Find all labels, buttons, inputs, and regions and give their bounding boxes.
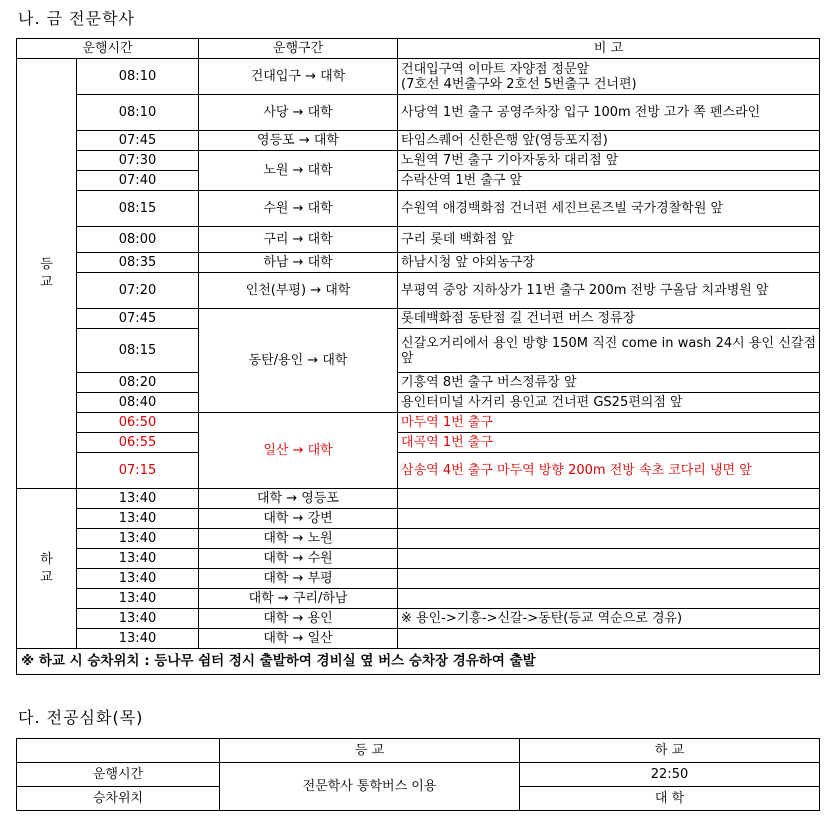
note-cell: 구리 롯데 백화점 앞: [398, 227, 820, 253]
route-cell: 대학 → 구리/하남: [199, 589, 398, 609]
header-time: 운행시간: [17, 39, 199, 59]
note-cell: 사당역 1번 출구 공영주차장 입구 100m 전방 고가 쪽 펜스라인: [398, 95, 820, 131]
row-label-place: 승차위치: [17, 787, 220, 811]
go-row: [17, 191, 820, 227]
note-cell: 롯데백화점 동탄점 길 건너편 버스 정류장: [398, 309, 820, 329]
time-cell: 08:15: [77, 191, 199, 227]
note-cell: ※ 용인->기흥->신갈->동탄(등교 역순으로 경유): [398, 609, 820, 629]
time-cell: 08:20: [77, 373, 199, 393]
corner-cell: [17, 739, 220, 763]
section-title-da: 다. 전공심화(목): [18, 708, 144, 727]
time-cell: 07:45: [77, 131, 199, 151]
note-cell: 노원역 7번 출구 기아자동차 대리점 앞: [398, 151, 820, 171]
back-row: [17, 569, 820, 589]
note-cell: 신갈오거리에서 용인 방향 150M 직진 come in wash 24시 용인 신갈점 앞: [398, 329, 820, 373]
time-cell: 08:15: [77, 329, 199, 373]
note-cell: [398, 489, 820, 509]
go-row: [17, 227, 820, 253]
time-cell: 08:35: [77, 253, 199, 273]
footnote: ※ 하교 시 승차위치 : 등나무 쉼터 정시 출발하여 경비실 옆 버스 승차장 경유하여 출발: [17, 649, 820, 675]
note-cell: 마두역 1번 출구: [398, 413, 820, 433]
back-row: [17, 609, 820, 629]
header-route: 운행구간: [199, 39, 398, 59]
go-row: [17, 253, 820, 273]
route-cell: 건대입구 → 대학: [199, 59, 398, 95]
go-row: [17, 393, 820, 413]
back-place: 대 학: [520, 787, 820, 811]
time-cell: 07:45: [77, 309, 199, 329]
time-cell: 13:40: [77, 509, 199, 529]
note-cell: [398, 549, 820, 569]
section-title-na: 나. 금 전문학사: [18, 9, 135, 28]
route-cell: 영등포 → 대학: [199, 131, 398, 151]
time-cell: 13:40: [77, 569, 199, 589]
group-go-label: 등 교: [17, 59, 77, 489]
time-cell: 08:10: [77, 59, 199, 95]
group-back-label: 하 교: [17, 489, 77, 649]
go-row: [17, 433, 820, 453]
note-cell: [398, 589, 820, 609]
note-cell: 용인터미널 사거리 용인교 건너편 GS25편의점 앞: [398, 393, 820, 413]
time-cell: 08:40: [77, 393, 199, 413]
route-cell: 사당 → 대학: [199, 95, 398, 131]
go-row: [17, 309, 820, 329]
route-cell: 하남 → 대학: [199, 253, 398, 273]
time-cell: 13:40: [77, 629, 199, 649]
time-cell: 07:30: [77, 151, 199, 171]
header-note: 비 고: [398, 39, 820, 59]
go-row: [17, 453, 820, 489]
note-cell: 부평역 중앙 지하상가 11번 출구 200m 전방 구올담 치과병원 앞: [398, 273, 820, 309]
route-cell: 노원 → 대학: [199, 151, 398, 191]
header-back: 하 교: [520, 739, 820, 763]
note-cell: 타임스퀘어 신한은행 앞(영등포지점): [398, 131, 820, 151]
time-cell: 13:40: [77, 529, 199, 549]
note-cell: 수원역 애경백화점 건너편 세진브론즈빌 국가경찰학원 앞: [398, 191, 820, 227]
back-row: [17, 549, 820, 569]
time-cell: 06:55: [77, 433, 199, 453]
time-cell: 07:20: [77, 273, 199, 309]
note-cell: [398, 569, 820, 589]
route-cell: 대학 → 영등포: [199, 489, 398, 509]
go-row: [17, 273, 820, 309]
header-go: 등 교: [220, 739, 520, 763]
route-cell: 인천(부평) → 대학: [199, 273, 398, 309]
time-cell: 08:00: [77, 227, 199, 253]
route-cell: 대학 → 수원: [199, 549, 398, 569]
time-cell: 13:40: [77, 589, 199, 609]
row-label-time: 운행시간: [17, 763, 220, 787]
back-row: [17, 629, 820, 649]
note-cell: 기흥역 8번 출구 버스정류장 앞: [398, 373, 820, 393]
time-cell: 08:10: [77, 95, 199, 131]
route-cell: 대학 → 용인: [199, 609, 398, 629]
note-cell: 건대입구역 이마트 자양점 정문앞 (7호선 4번출구와 2호선 5번출구 건너편): [398, 59, 820, 95]
go-row: [17, 329, 820, 373]
note-cell: 하남시청 앞 야외농구장: [398, 253, 820, 273]
go-row: [17, 59, 820, 95]
time-cell: 13:40: [77, 489, 199, 509]
route-cell: 대학 → 부평: [199, 569, 398, 589]
route-cell: 대학 → 일산: [199, 629, 398, 649]
schedule-table-associate: [16, 38, 820, 675]
note-cell: [398, 629, 820, 649]
schedule-table-advanced: [16, 738, 820, 811]
back-row: [17, 489, 820, 509]
time-cell: 13:40: [77, 609, 199, 629]
note-cell: 삼송역 4번 출구 마두역 방향 200m 전방 속초 코다리 냉면 앞: [398, 453, 820, 489]
back-time: 22:50: [520, 763, 820, 787]
go-row: [17, 131, 820, 151]
go-row: [17, 151, 820, 171]
go-row: [17, 373, 820, 393]
time-cell: 07:15: [77, 453, 199, 489]
note-cell: 대곡역 1번 출구: [398, 433, 820, 453]
route-cell: 구리 → 대학: [199, 227, 398, 253]
back-row: [17, 509, 820, 529]
go-row: [17, 95, 820, 131]
note-cell: [398, 529, 820, 549]
route-cell: 대학 → 강변: [199, 509, 398, 529]
time-cell: 07:40: [77, 171, 199, 191]
go-row: [17, 171, 820, 191]
go-row: [17, 413, 820, 433]
note-cell: [398, 509, 820, 529]
route-cell: 동탄/용인 → 대학: [199, 309, 398, 413]
back-row: [17, 529, 820, 549]
route-cell: 일산 → 대학: [199, 413, 398, 489]
route-cell: 대학 → 노원: [199, 529, 398, 549]
note-cell: 수락산역 1번 출구 앞: [398, 171, 820, 191]
time-cell: 06:50: [77, 413, 199, 433]
back-row: [17, 589, 820, 609]
route-cell: 수원 → 대학: [199, 191, 398, 227]
merged-go-cell: 전문학사 통학버스 이용: [220, 763, 520, 811]
time-cell: 13:40: [77, 549, 199, 569]
